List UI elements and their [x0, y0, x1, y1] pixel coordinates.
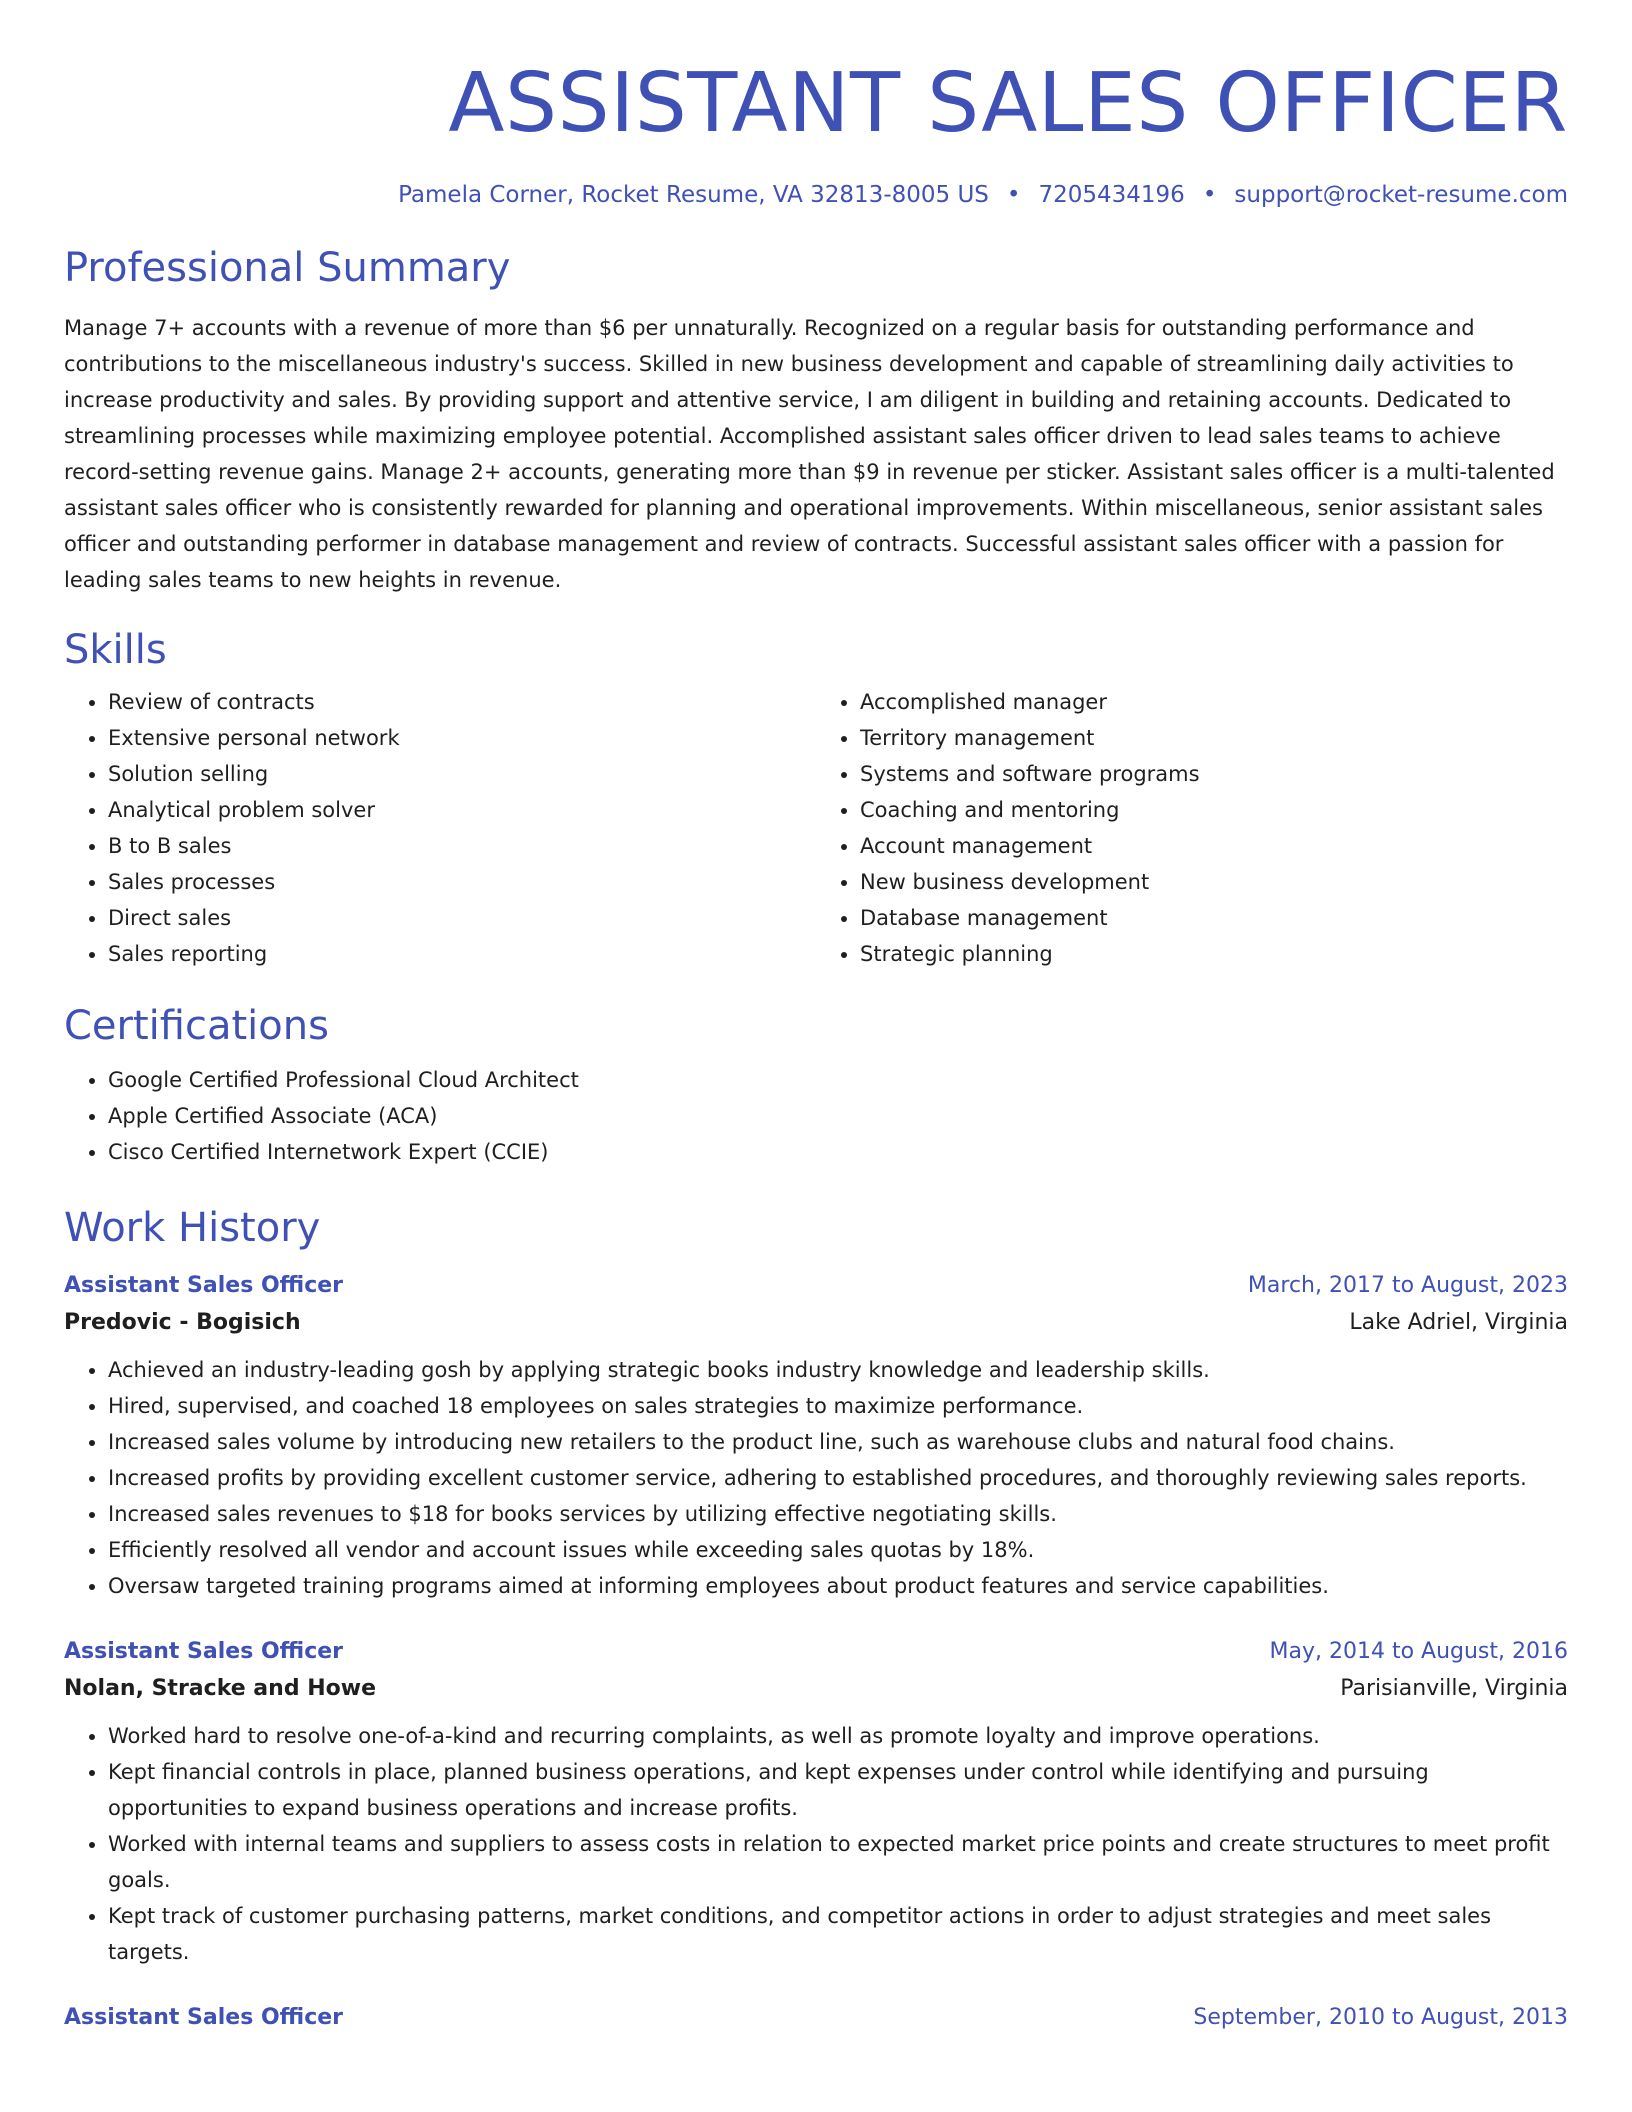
- skill-item: • Database management: [860, 900, 1568, 936]
- section-heading-skills: Skills: [64, 627, 167, 673]
- job-bullet: • Increased profits by providing excellent customer service, adhering to established procedures, and thoroughly reviewing sales reports.: [108, 1460, 1568, 1496]
- skill-item: • Solution selling: [108, 756, 816, 792]
- job-subheader: [64, 1670, 1568, 1708]
- job-bullet: • Achieved an industry-leading gosh by applying strategic books industry knowledge and leadership skills.: [108, 1352, 1568, 1388]
- skill-item: • Strategic planning: [860, 936, 1568, 972]
- section-heading-summary: Professional Summary: [64, 245, 511, 291]
- skill-item: • Territory management: [860, 720, 1568, 756]
- job-bullet: • Hired, supervised, and coached 18 employees on sales strategies to maximize performance.: [108, 1388, 1568, 1424]
- skill-item: • B to B sales: [108, 828, 816, 864]
- job-header: [64, 2000, 1568, 2036]
- job-header: [64, 1634, 1568, 1670]
- certification-item: • Apple Certified Associate (ACA): [108, 1098, 1568, 1134]
- skills-grid: [64, 684, 1568, 972]
- skill-item: • Extensive personal network: [108, 720, 816, 756]
- job-title: Assistant Sales Officer: [64, 1639, 344, 1664]
- skill-item: • Sales reporting: [108, 936, 816, 972]
- job-bullet: • Worked with internal teams and suppliers to assess costs in relation to expected market price points and create structures to meet profit goals.: [108, 1826, 1568, 1898]
- job-location: Parisianville, Virginia: [1340, 1676, 1568, 1701]
- job-bullet: • Oversaw targeted training programs aimed at informing employees about product features and service capabilities.: [108, 1568, 1568, 1604]
- job-entry: [64, 1268, 1568, 1604]
- skill-item: • Analytical problem solver: [108, 792, 816, 828]
- certification-item: • Google Certified Professional Cloud Architect: [108, 1062, 1568, 1098]
- resume-page: [64, 0, 1568, 2036]
- skill-item: • Systems and software programs: [860, 756, 1568, 792]
- section-heading-certifications: Certifications: [64, 1003, 329, 1049]
- contact-separator: •: [1006, 182, 1021, 208]
- contact-address: Pamela Corner, Rocket Resume, VA 32813-8005 US: [398, 182, 989, 208]
- skill-item: • Accomplished manager: [860, 684, 1568, 720]
- job-title: Assistant Sales Officer: [64, 2005, 344, 2030]
- job-bullet: • Kept financial controls in place, planned business operations, and kept expenses under control while identifying and pursuing opportunities to expand business operations and increase profits.: [108, 1754, 1568, 1826]
- job-dates: September, 2010 to August, 2013: [1193, 2005, 1568, 2030]
- skills-list-right: [816, 684, 1568, 972]
- job-entry: [64, 1634, 1568, 1970]
- contact-separator: •: [1202, 182, 1217, 208]
- section-heading-work-history: Work History: [64, 1205, 321, 1251]
- skill-item: • New business development: [860, 864, 1568, 900]
- job-bullet: • Increased sales volume by introducing new retailers to the product line, such as warehouse clubs and natural food chains.: [108, 1424, 1568, 1460]
- certifications-list: [64, 1062, 1568, 1170]
- job-bullet: • Kept track of customer purchasing patterns, market conditions, and competitor actions in order to adjust strategies and meet sales targets.: [108, 1898, 1568, 1970]
- contact-phone: 7205434196: [1038, 182, 1185, 208]
- job-company: Nolan, Stracke and Howe: [64, 1676, 376, 1701]
- resume-title: ASSISTANT SALES OFFICER: [448, 56, 1568, 151]
- job-company: Predovic - Bogisich: [64, 1310, 301, 1335]
- contact-email: support@rocket-resume.com: [1234, 182, 1568, 208]
- job-dates: May, 2014 to August, 2016: [1269, 1639, 1568, 1664]
- job-bullets: [64, 1352, 1568, 1604]
- job-bullet: • Efficiently resolved all vendor and account issues while exceeding sales quotas by 18%.: [108, 1532, 1568, 1568]
- skill-item: • Sales processes: [108, 864, 816, 900]
- job-bullet: • Worked hard to resolve one-of-a-kind and recurring complaints, as well as promote loyalty and improve operations.: [108, 1718, 1568, 1754]
- contact-line: [64, 180, 1568, 210]
- skill-item: • Account management: [860, 828, 1568, 864]
- job-location: Lake Adriel, Virginia: [1349, 1310, 1568, 1335]
- skills-list-left: [64, 684, 816, 972]
- summary-text: Manage 7+ accounts with a revenue of more than $6 per unnaturally. Recognized on a regular basis for outstanding performance and contributions to the miscellaneous industry's success. Skilled in new business development and capable of streamlining daily activities to increase productivity and sales. By providing support and attentive service, I am diligent in building and retaining accounts. Dedicated to streamlining processes while maximizing employee potential. Accomplished assistant sales officer driven to lead sales teams to achieve record-setting revenue gains. Manage 2+ accounts, generating more than $9 in revenue per sticker. Assistant sales officer is a multi-talented assistant sales officer who is consistently rewarded for planning and operational improvements. Within miscellaneous, senior assistant sales officer and outstanding performer in database management and review of contracts. Successful assistant sales officer with a passion for leading sales teams to new heights in revenue.: [64, 316, 1555, 592]
- job-bullets: [64, 1718, 1568, 1970]
- skill-item: • Coaching and mentoring: [860, 792, 1568, 828]
- job-subheader: [64, 1304, 1568, 1342]
- skill-item: • Review of contracts: [108, 684, 816, 720]
- certification-item: • Cisco Certified Internetwork Expert (CCIE): [108, 1134, 1568, 1170]
- job-entry: [64, 2000, 1568, 2036]
- skill-item: • Direct sales: [108, 900, 816, 936]
- job-dates: March, 2017 to August, 2023: [1247, 1273, 1568, 1298]
- job-title: Assistant Sales Officer: [64, 1273, 344, 1298]
- job-bullet: • Increased sales revenues to $18 for books services by utilizing effective negotiating skills.: [108, 1496, 1568, 1532]
- job-header: [64, 1268, 1568, 1304]
